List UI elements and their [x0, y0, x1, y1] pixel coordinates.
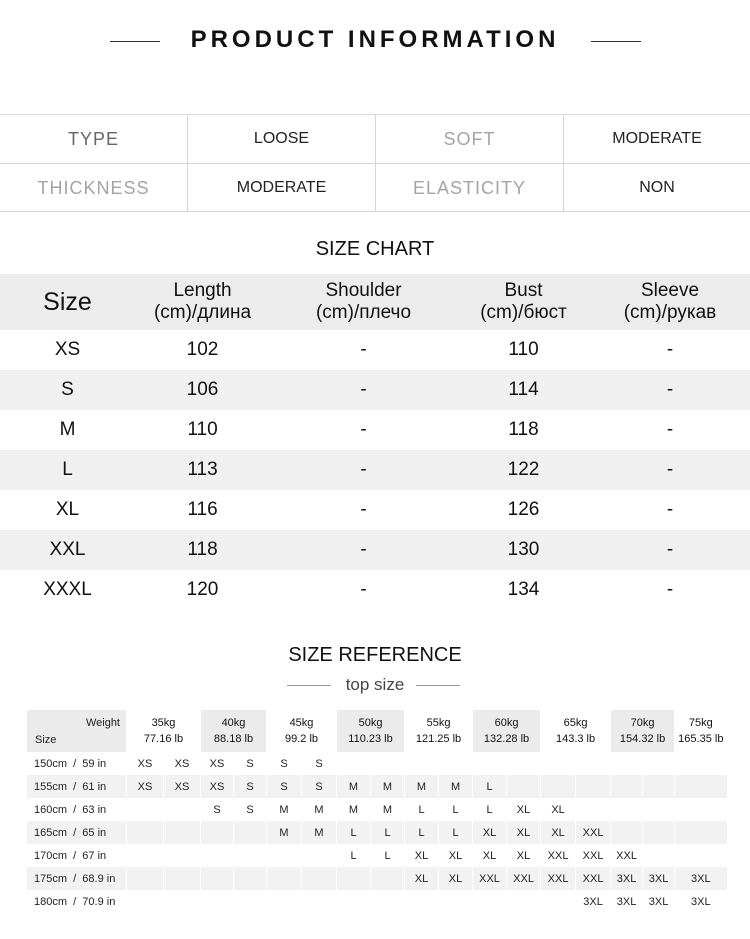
weight-lb: 88.18 lb	[213, 733, 254, 745]
size-label: Size	[35, 734, 57, 746]
size-chart-header-cell: Sleeve (cm)/рукав	[623, 280, 717, 323]
size-reference-cell	[675, 821, 727, 844]
size-chart-cell: XXL	[49, 539, 86, 560]
size-reference-cell	[164, 890, 201, 913]
size-reference-cell	[337, 890, 371, 913]
size-reference-cell: M	[439, 775, 473, 798]
size-reference-cell: XXL	[576, 821, 611, 844]
size-chart-cell: -	[666, 419, 674, 440]
size-reference-cell: XL	[439, 867, 473, 890]
size-reference-cell: M	[302, 821, 337, 844]
weight-header-cell	[675, 710, 727, 752]
size-reference-cell	[234, 844, 267, 867]
size-reference-cell: L	[405, 821, 439, 844]
weight-kg: 40kg	[221, 717, 246, 729]
info-value: MODERATE	[188, 164, 376, 212]
size-chart-cell: -	[666, 499, 674, 520]
size-reference-cell: L	[371, 821, 405, 844]
size-reference-cell: 3XL	[643, 890, 675, 913]
weight-kg: 55kg	[426, 717, 451, 729]
size-reference-cell	[675, 798, 727, 821]
size-reference-cell	[541, 890, 576, 913]
size-reference-cell	[127, 867, 164, 890]
section-header	[0, 22, 750, 60]
size-reference-cell: 3XL	[675, 890, 727, 913]
size-reference-cell: M	[267, 821, 302, 844]
size-reference-cell	[675, 844, 727, 867]
size-chart-cell: -	[666, 539, 674, 560]
size-reference-cell	[507, 752, 541, 775]
size-chart-cell: XXXL	[43, 579, 92, 600]
size-chart-cell: -	[360, 499, 367, 520]
size-chart-cell: 130	[507, 539, 540, 560]
size-reference-cell: XXL	[611, 844, 643, 867]
size-chart-row	[0, 530, 750, 570]
size-reference-cell: S	[234, 798, 267, 821]
size-reference-cell	[473, 752, 507, 775]
size-reference-subtitle-block	[0, 675, 750, 695]
size-chart-title: SIZE CHART	[315, 238, 435, 260]
size-reference-cell	[337, 867, 371, 890]
size-reference-cell: S	[234, 775, 267, 798]
size-reference-header-row	[27, 710, 727, 752]
weight-lb: 121.25 lb	[415, 733, 462, 745]
size-chart-cell: 118	[508, 419, 539, 440]
size-chart-row	[0, 330, 750, 370]
size-reference-cell	[201, 890, 234, 913]
size-reference-cell: 3XL	[675, 867, 727, 890]
size-chart-cell: 122	[507, 459, 540, 480]
weight-kg: 35kg	[151, 717, 176, 729]
size-reference-cell	[164, 821, 201, 844]
size-chart-header-cell: Length (cm)/длина	[153, 280, 252, 323]
weight-header-cell	[337, 710, 405, 752]
page-title: PRODUCT INFORMATION	[190, 26, 560, 53]
size-chart-cell: 106	[186, 379, 219, 400]
size-chart-cell: 118	[187, 539, 218, 560]
size-reference-cell: M	[371, 798, 405, 821]
size-reference-cell: 3XL	[611, 867, 643, 890]
size-reference-cell	[302, 844, 337, 867]
weight-lb: 110.23 lb	[348, 733, 393, 745]
size-reference-cell: S	[267, 752, 302, 775]
size-reference-cell: 3XL	[611, 890, 643, 913]
size-reference-cell	[405, 752, 439, 775]
weight-label: Weight	[85, 717, 120, 729]
weight-header-cell	[541, 710, 611, 752]
size-reference-cell: M	[302, 798, 337, 821]
size-reference-cell	[127, 821, 164, 844]
size-reference-cell: S	[302, 752, 337, 775]
size-reference-cell: L	[337, 844, 371, 867]
size-reference-cell	[201, 867, 234, 890]
size-reference-cell: XL	[405, 867, 439, 890]
info-value: MODERATE	[612, 130, 702, 147]
size-reference-row	[27, 821, 727, 844]
height-label: 165cm / 65 in	[27, 821, 127, 844]
size-reference-cell	[611, 775, 643, 798]
size-reference-cell	[439, 752, 473, 775]
size-reference-cell	[127, 798, 164, 821]
size-reference-cell	[541, 775, 576, 798]
size-reference-cell	[302, 867, 337, 890]
size-reference-cell: XXL	[507, 867, 541, 890]
size-reference-cell: XS	[201, 752, 234, 775]
info-value: NON	[639, 179, 675, 196]
size-reference-cell: XS	[201, 775, 234, 798]
size-reference-row	[27, 775, 727, 798]
size-reference-cell: XS	[164, 752, 201, 775]
size-reference-cell: M	[337, 775, 371, 798]
size-chart-cell: 113	[187, 459, 218, 480]
size-chart-cell: 110	[187, 419, 218, 440]
size-chart-header-cell: Shoulder (cm)/плечо	[315, 280, 412, 323]
size-reference-row	[27, 798, 727, 821]
size-chart-cell: -	[666, 459, 674, 480]
size-reference-cell	[234, 890, 267, 913]
weight-header-cell	[267, 710, 337, 752]
size-reference-row	[27, 844, 727, 867]
weight-kg: 45kg	[289, 717, 314, 729]
size-reference-cell: M	[405, 775, 439, 798]
weight-header-cell	[611, 710, 675, 752]
size-chart-cell: -	[360, 539, 367, 560]
size-reference-cell	[371, 890, 405, 913]
size-reference-cell	[234, 867, 267, 890]
size-reference-cell	[643, 844, 675, 867]
size-reference-cell	[267, 890, 302, 913]
size-reference-cell: L	[371, 844, 405, 867]
weight-kg: 50kg	[358, 717, 383, 729]
size-reference-cell: L	[473, 798, 507, 821]
size-chart-header-cell: Size	[43, 288, 92, 316]
size-reference-cell	[337, 752, 371, 775]
size-reference-cell	[507, 890, 541, 913]
size-reference-cell	[302, 890, 337, 913]
size-reference-cell	[164, 867, 201, 890]
size-reference-cell: M	[337, 798, 371, 821]
product-info-table	[0, 114, 750, 212]
info-key: TYPE	[0, 115, 188, 163]
size-reference-cell: XL	[473, 844, 507, 867]
size-reference-cell	[611, 798, 643, 821]
size-reference-cell: XL	[473, 821, 507, 844]
weight-lb: 99.2 lb	[284, 733, 319, 745]
size-chart-cell: -	[360, 419, 367, 440]
size-reference-cell: M	[371, 775, 405, 798]
size-reference-cell	[405, 890, 439, 913]
size-reference-cell	[643, 752, 675, 775]
size-reference-table	[26, 710, 727, 913]
size-chart-cell: 114	[508, 379, 539, 400]
size-reference-cell	[611, 752, 643, 775]
info-value: LOOSE	[188, 115, 376, 163]
size-reference-cell	[576, 798, 611, 821]
size-reference-cell: XL	[507, 821, 541, 844]
size-chart-cell: 110	[508, 339, 539, 360]
height-label: 155cm / 61 in	[27, 775, 127, 798]
size-reference-cell	[267, 844, 302, 867]
info-row	[0, 163, 750, 212]
size-reference-row	[27, 867, 727, 890]
size-reference-cell	[201, 821, 234, 844]
info-key: THICKNESS	[0, 164, 188, 212]
size-reference-row	[27, 752, 727, 775]
size-reference-cell	[127, 890, 164, 913]
size-reference-cell: XS	[127, 775, 164, 798]
size-reference-corner	[27, 710, 127, 752]
size-reference-cell	[439, 890, 473, 913]
weight-lb: 154.32 lb	[619, 733, 666, 745]
size-reference-cell: L	[337, 821, 371, 844]
info-key: ELASTICITY	[376, 164, 564, 212]
weight-kg: 65kg	[563, 717, 588, 729]
size-reference-cell	[576, 752, 611, 775]
size-reference-cell: XS	[164, 775, 201, 798]
size-reference-cell	[675, 752, 727, 775]
size-reference-cell: L	[405, 798, 439, 821]
size-reference-cell: XL	[439, 844, 473, 867]
size-reference-cell: XL	[405, 844, 439, 867]
size-reference-cell: S	[267, 775, 302, 798]
size-reference-cell: L	[439, 821, 473, 844]
info-row	[0, 115, 750, 163]
size-chart-cell: -	[360, 379, 367, 400]
weight-kg: 60kg	[494, 717, 519, 729]
height-label: 150cm / 59 in	[27, 752, 127, 775]
size-reference-subtitle: top size	[345, 675, 405, 694]
size-reference-cell: L	[439, 798, 473, 821]
header-rule-right	[591, 41, 641, 42]
size-reference-cell: XL	[541, 821, 576, 844]
size-reference-cell	[267, 867, 302, 890]
size-reference-cell: XXL	[541, 844, 576, 867]
size-reference-cell	[164, 798, 201, 821]
size-reference-cell: 3XL	[576, 890, 611, 913]
height-label: 175cm / 68.9 in	[27, 867, 127, 890]
size-reference-cell	[371, 752, 405, 775]
size-reference-cell: XXL	[576, 844, 611, 867]
size-chart-row	[0, 410, 750, 450]
weight-lb: 143.3 lb	[555, 733, 596, 745]
size-chart-cell: L	[62, 459, 73, 480]
size-reference-cell	[201, 844, 234, 867]
size-reference-cell	[234, 821, 267, 844]
size-chart-cell: -	[360, 339, 367, 360]
size-reference-title: SIZE REFERENCE	[288, 644, 462, 666]
size-reference-cell	[164, 844, 201, 867]
size-reference-cell	[611, 821, 643, 844]
size-chart-row	[0, 570, 750, 610]
size-reference-cell: XXL	[576, 867, 611, 890]
height-label: 180cm / 70.9 in	[27, 890, 127, 913]
size-reference-cell: S	[234, 752, 267, 775]
size-reference-row	[27, 890, 727, 913]
size-reference-cell: S	[201, 798, 234, 821]
size-chart-cell: 120	[186, 579, 219, 600]
size-reference-cell	[576, 775, 611, 798]
size-reference-cell	[473, 890, 507, 913]
weight-header-cell	[405, 710, 473, 752]
size-reference-cell	[675, 775, 727, 798]
size-reference-cell: XL	[507, 844, 541, 867]
size-reference-cell: XS	[127, 752, 164, 775]
size-reference-cell	[643, 821, 675, 844]
size-chart-cell: -	[360, 579, 367, 600]
size-reference-cell: XL	[541, 798, 576, 821]
size-chart-cell: -	[666, 579, 674, 600]
size-chart-row	[0, 450, 750, 490]
size-reference-cell	[507, 775, 541, 798]
weight-kg: 75kg	[688, 717, 713, 729]
size-reference-cell: L	[473, 775, 507, 798]
size-chart-cell: M	[59, 419, 76, 440]
subtitle-rule-right	[416, 685, 460, 686]
size-reference-cell: XXL	[541, 867, 576, 890]
weight-lb: 77.16 lb	[143, 733, 184, 745]
info-key: SOFT	[376, 115, 564, 163]
size-chart-cell: 116	[187, 499, 218, 520]
weight-header-cell	[201, 710, 267, 752]
size-reference-cell: 3XL	[643, 867, 675, 890]
size-chart-header-cell: Bust (cm)/бюст	[480, 280, 567, 323]
size-chart-header-row	[0, 274, 750, 330]
size-chart-cell: 134	[507, 579, 540, 600]
size-chart-row	[0, 490, 750, 530]
size-chart-row	[0, 370, 750, 410]
size-chart-table	[0, 274, 750, 610]
size-reference-cell	[371, 867, 405, 890]
size-reference-cell: M	[267, 798, 302, 821]
size-reference-cell: S	[302, 775, 337, 798]
size-chart-cell: -	[666, 339, 674, 360]
height-label: 170cm / 67 in	[27, 844, 127, 867]
size-reference-cell	[643, 775, 675, 798]
size-reference-cell	[643, 798, 675, 821]
size-chart-cell: -	[666, 379, 674, 400]
weight-header-cell	[473, 710, 541, 752]
size-chart-cell: 126	[507, 499, 540, 520]
size-reference-cell: XXL	[473, 867, 507, 890]
weight-lb: 132.28 lb	[483, 733, 530, 745]
size-chart-cell: S	[61, 379, 74, 400]
weight-header-cell	[127, 710, 201, 752]
size-reference-cell	[127, 844, 164, 867]
size-reference-cell: XL	[507, 798, 541, 821]
size-chart-cell: 102	[186, 339, 219, 360]
height-label: 160cm / 63 in	[27, 798, 127, 821]
size-chart-cell: XS	[54, 339, 81, 360]
weight-lb: 165.35 lb	[678, 733, 724, 745]
size-chart-cell: XL	[55, 499, 80, 520]
size-reference-cell	[541, 752, 576, 775]
size-chart-cell: -	[360, 459, 367, 480]
weight-kg: 70kg	[630, 717, 655, 729]
